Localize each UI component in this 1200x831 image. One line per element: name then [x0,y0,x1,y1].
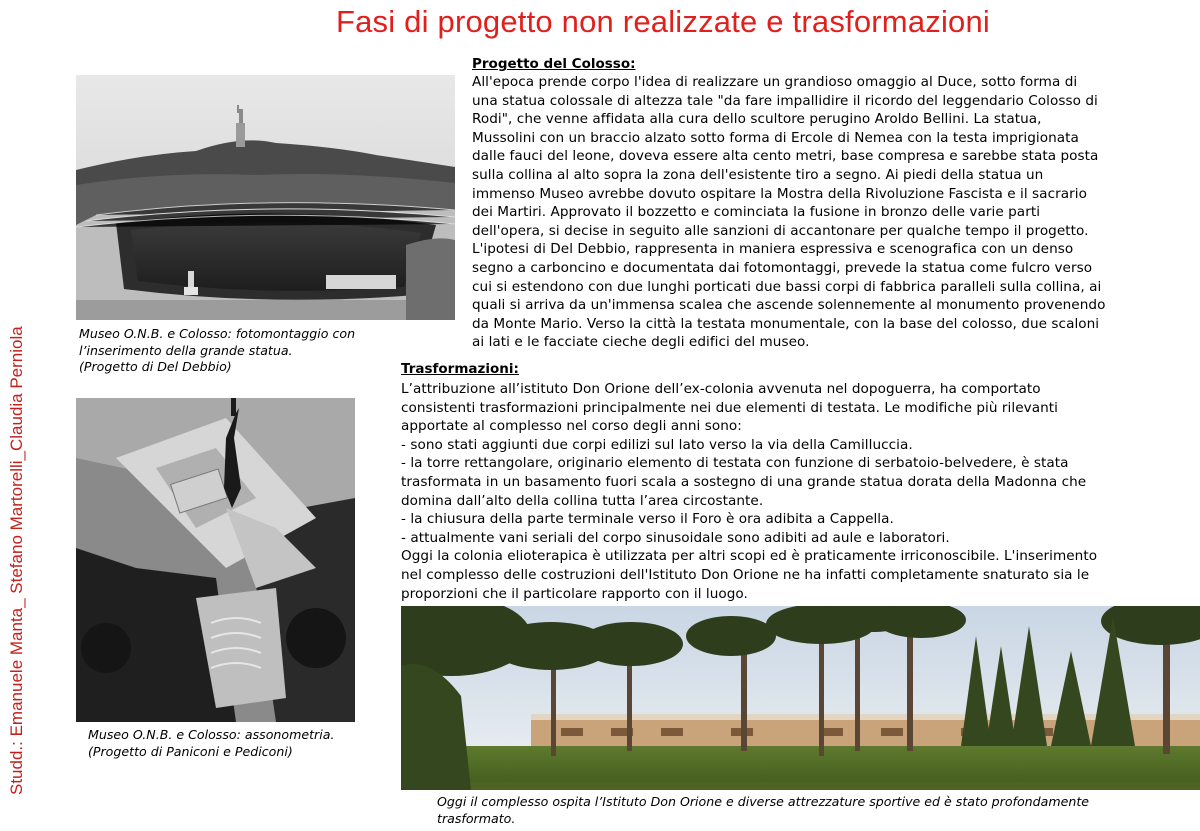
don-orione-complex-photo [401,606,1200,790]
text-line: domina dall’alto della collina tutta l’area circostante. [401,492,764,509]
text-line: dalle fauci del leone, doveva essere alta cento metri, base compresa e sarebbe stata posta [472,148,1099,165]
text-line: L'ipotesi di Del Debbio, rappresenta in maniera espressiva e scenografica con un denso [472,241,1074,258]
caption-line: Museo O.N.B. e Colosso: assonometria. [88,727,335,742]
text-line: - attualmente vani seriali del corpo sinusoidale sono adibiti ad aule e laboratori. [401,529,950,546]
caption-line: (Progetto di Del Debbio) [79,359,232,374]
photo3-caption [437,794,1089,827]
text-line: nel complesso delle costruzioni dell'Istituto Don Orione ne ha infatti completamente snaturato sia le [401,566,1090,583]
axonometric-drawing-photo [76,398,355,722]
photo2-caption [88,727,334,760]
text-line: Oggi la colonia elioterapica è utilizzata per altri scopi ed è praticamente irriconoscibile. L'inserimento [401,548,1098,565]
colosso-paragraph [472,73,1105,352]
text-line: - la chiusura della parte terminale verso il Foro è ora adibita a Cappella. [401,511,894,528]
text-line: All'epoca prende corpo l'idea di realizzare un grandioso omaggio al Duce, sotto forma di [472,74,1078,90]
text-line: una statua colossale di altezza tale "da fare impallidire il ricordo del leggendario Colosso di [472,92,1098,109]
text-line: quali si arriva da un'immensa scalea che ascende solennemente al monumento provenendo [472,297,1106,314]
page-title: Fasi di progetto non realizzate e trasformazioni [335,4,991,39]
text-line: apportate al complesso nel corso degli anni sono: [401,418,742,435]
text-line: da Monte Mario. Verso la città la testata monumentale, con la base del colosso, due scaloni [472,315,1100,332]
caption-line: Museo O.N.B. e Colosso: fotomontaggio con [79,326,356,341]
caption-line: Oggi il complesso ospita l’Istituto Don Orione e diverse attrezzature sportive ed è stato profondamente [437,794,1090,809]
photo1-caption [79,326,355,376]
trasformazioni-paragraph [401,380,1097,603]
text-line: consistenti trasformazioni principalmente nei due elementi di testata. Le modifiche più rilevanti [401,399,1058,416]
stadium-photomontage-photo [76,75,455,320]
caption-line: l’inserimento della grande statua. [79,342,293,358]
caption-line: trasformato. [437,810,516,826]
text-line: Rodi", che venne affidata alla cura dello scultore perugino Aroldo Bellini. La statua, [472,111,1042,128]
text-line: Mussolini con un braccio alzato sotto forma di Ercole di Nemea con la testa imprigionata [472,129,1079,146]
text-line: dell'opera, si decise in seguito alle sanzioni di accantonare per qualche tempo il progetto. [472,222,1089,239]
text-line: trasformata in un basamento fuori scala a sostegno di una grande statua dorata della Madonna che [401,473,1087,490]
text-line: - sono stati aggiunti due corpi edilizi sul lato verso la via della Camilluccia. [401,436,913,453]
text-line: sulla collina al alto sopra la zona dell'esistente tiro a segno. Ai piedi della statua un [472,166,1044,183]
caption-line: (Progetto di Paniconi e Pediconi) [88,743,293,759]
text-line: ai lati e le facciate cieche degli edifici del museo. [472,334,810,351]
text-line: cui si estendono con due lunghi porticati due bassi corpi di fabbrica paralleli sulla collina, ai [472,278,1102,295]
trasformazioni-heading: Trasformazioni: [401,361,519,377]
colosso-heading: Progetto del Colosso: [472,56,636,72]
text-line: dei Martiri. Approvato il bozzetto e cominciata la fusione in bronzo delle varie parti [472,204,1041,221]
text-line: proporzioni che il particolare rapporto con il luogo. [401,585,748,602]
authors-credit: Studd.: Emanuele Manta_ Stefano Martorelli_Claudia Perniola [7,326,26,795]
text-line: L’attribuzione all’istituto Don Orione dell’ex-colonia avvenuta nel dopoguerra, ha comportato [401,381,1041,397]
text-line: segno a carboncino e documentata dai fotomontaggi, prevede la statua come fulcro verso [472,259,1093,276]
text-line: immenso Museo avrebbe dovuto ospitare la Mostra della Rivoluzione Fascista e il sacrario [472,185,1087,202]
text-line: - la torre rettangolare, originario elemento di testata con funzione di serbatoio-belvedere, è stata [401,455,1069,472]
